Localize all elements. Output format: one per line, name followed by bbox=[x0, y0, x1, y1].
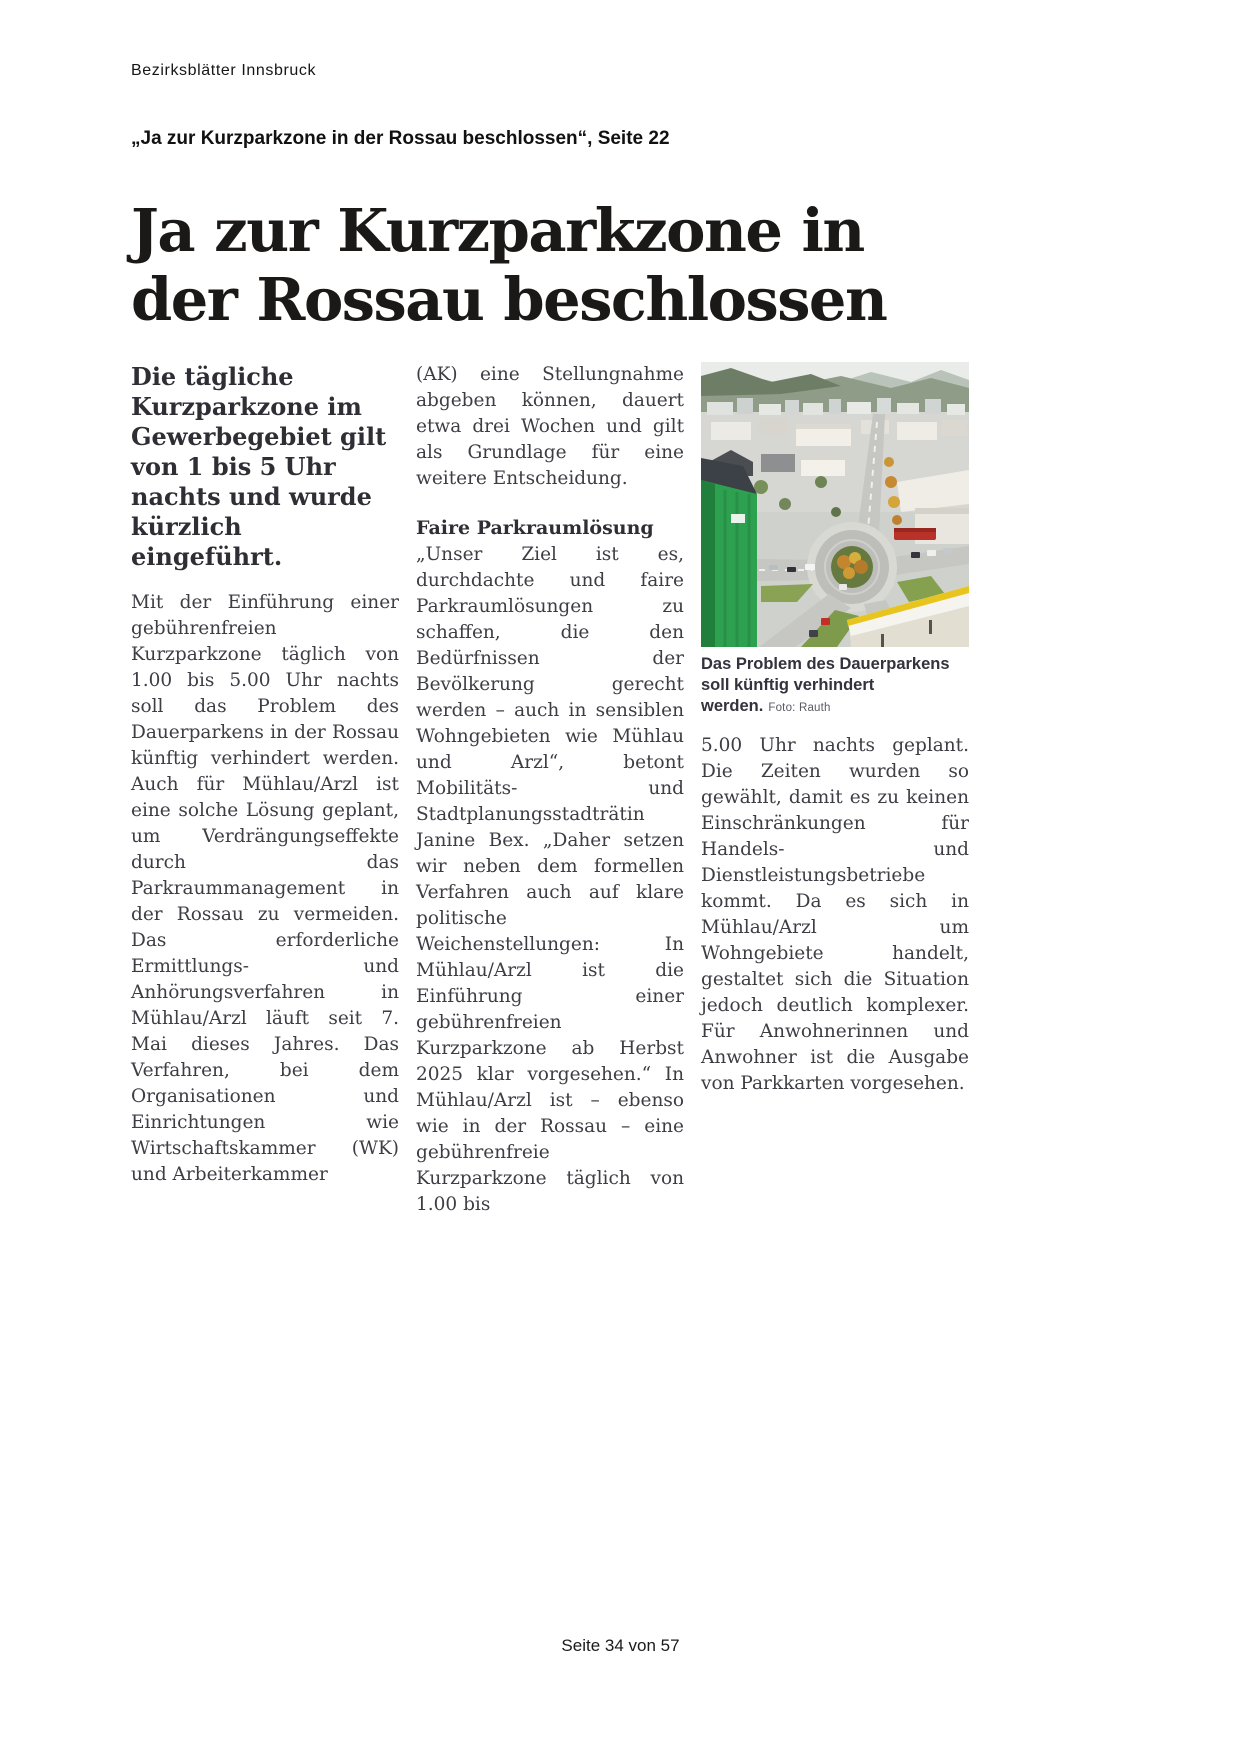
photo-green-net-building bbox=[701, 458, 757, 647]
article-columns bbox=[131, 362, 971, 1218]
photo-caption-text: Das Problem des Dauerparkens soll künftig verhindert werden. bbox=[701, 655, 950, 715]
article-photo bbox=[701, 362, 969, 647]
column-1-body: Mit der Einführung einer gebührenfreien Kurzparkzone täglich von 1.00 bis 5.00 Uhr nachts soll das Problem des Dauerparkens in der Rossau künftig verhindert werden. Auch für Mühlau/Arzl ist eine solche Lösung geplant, um Verdrängungseffekte durch das Parkraummanagement in der Rossau zu vermeiden. Das erforderliche Ermittlungs- und Anhörungsverfahren in Mühlau/Arzl läuft seit 7. Mai dieses Jahres. Das Verfahren, bei dem Organisationen und Einrichtungen wie Wirtschaftskammer (WK) und Arbeiterkammer bbox=[131, 592, 399, 1185]
article bbox=[131, 196, 971, 1218]
column-2 bbox=[416, 362, 684, 1218]
article-subheading: Faire Parkraumlösung bbox=[416, 517, 654, 539]
photo-roundabout-island bbox=[831, 546, 873, 588]
article-headline: Ja zur Kurzparkzone in der Rossau beschlossen bbox=[131, 196, 887, 334]
article-lead: Die tägliche Kurzparkzone im Gewerbegebiet gilt von 1 bis 5 Uhr nachts und wurde kürzlich eingeführt. bbox=[131, 362, 387, 571]
column-2-quote: „Unser Ziel ist es, durchdachte und faire Parkraumlösungen zu schaffen, die den Bedürfnissen der Bevölkerung gerecht werden – auch in sensiblen Wohngebieten wie Mühlau und Arzl“, betont Mobilitäts- und Stadtplanungsstadträtin Janine Bex. „Daher setzen wir neben dem formellen Verfahren auch auf klare politische Weichenstellungen: In Mühlau/Arzl ist die Einführung einer gebührenfreien Kurzparkzone ab Herbst 2025 klar vorgesehen.“ In Mühlau/Arzl ist – ebenso wie in der Rossau – eine gebührenfreie Kurzparkzone täglich von 1.00 bis bbox=[416, 544, 684, 1215]
column-3-body: 5.00 Uhr nachts geplant. Die Zeiten wurden so gewählt, damit es zu keinen Einschränkungen für Handels- und Dienstleistungsbetriebe kommt. Da es sich in Mühlau/Arzl um Wohngebiete handelt, gestaltet sich die Situation jedoch deutlich komplexer. Für Anwohnerinnen und Anwohner ist die Ausgabe von Parkkarten vorgesehen. bbox=[701, 735, 969, 1094]
column-2-intro: (AK) eine Stellungnahme abgeben können, dauert etwa drei Wochen und gilt als Grundlage für eine weitere Entscheidung. bbox=[416, 364, 684, 489]
column-1 bbox=[131, 362, 399, 1218]
photo-credit: Foto: Rauth bbox=[768, 702, 831, 714]
clipping-reference-line: „Ja zur Kurzparkzone in der Rossau beschlossen“, Seite 22 bbox=[131, 128, 670, 149]
photo-caption bbox=[701, 654, 969, 719]
page-number-indicator: Seite 34 von 57 bbox=[561, 1636, 680, 1655]
photo-skyline bbox=[707, 398, 965, 415]
article-photo-frame bbox=[701, 362, 969, 647]
publication-name: Bezirksblätter Innsbruck bbox=[131, 62, 317, 79]
photo-red-bus bbox=[894, 528, 936, 540]
column-3 bbox=[701, 362, 969, 1218]
